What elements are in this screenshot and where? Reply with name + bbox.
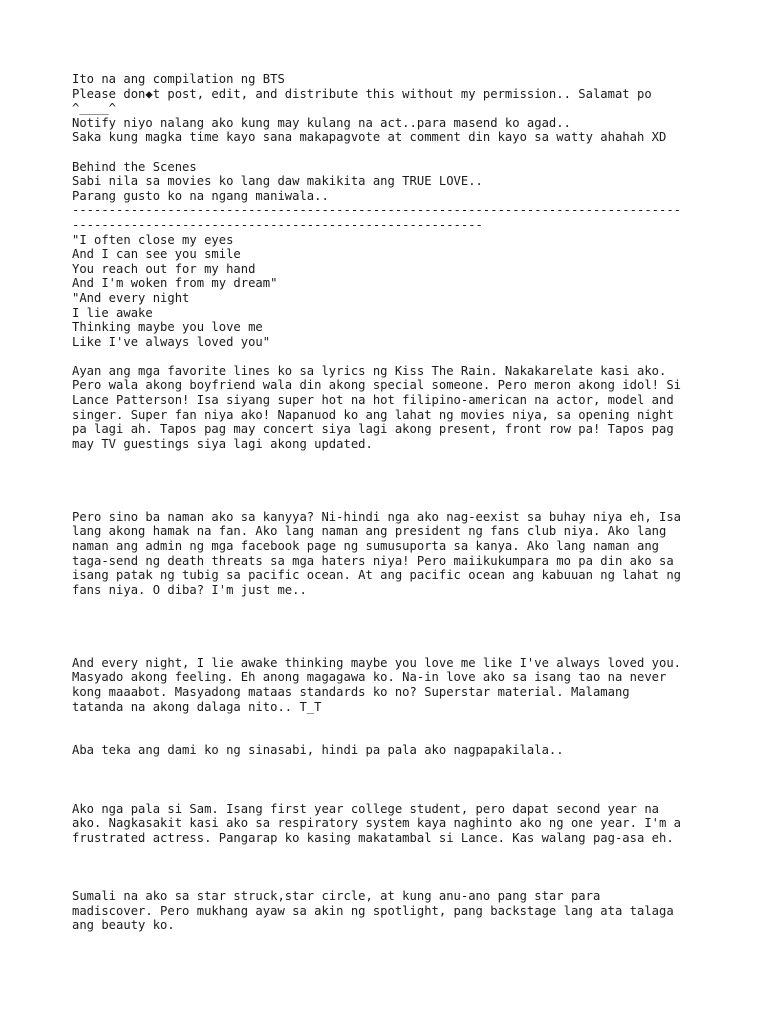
intro-line: Saka kung magka time kayo sana makapagvote at comment din kayo sa watty ahahah XD — [72, 130, 667, 145]
paragraph-line: singer. Super fan niya ako! Napanuod ko ang lahat ng movies niya, sa opening night — [72, 407, 674, 422]
paragraph-line: may TV guestings siya lagi akong updated. — [72, 436, 373, 451]
paragraph-line: pa lagi ah. Tapos pag may concert siya lagi akong present, front row pa! Tapos pag — [72, 422, 674, 437]
divider-line: ----------------------------------------------------------------------------------- — [72, 203, 682, 218]
paragraph-line: And every night, I lie awake thinking maybe you love me like I've always loved you. — [72, 655, 682, 670]
spacer — [72, 466, 712, 495]
paragraph-4 — [72, 743, 712, 758]
paragraph-line: kong maaabot. Masyadong mataas standards ko no? Superstar material. Malamang — [72, 684, 630, 699]
intro-block — [72, 72, 712, 145]
paragraph-line: Masyado akong feeling. Eh anong magagawa ko. Na-in love ako sa isang tao na never — [72, 670, 667, 685]
paragraph-1 — [72, 364, 712, 452]
spacer — [72, 758, 712, 802]
spacer — [72, 597, 712, 641]
paragraph-line: isang patak ng tubig sa pacific ocean. At ang pacific ocean ang kabuuan ng lahat ng — [72, 568, 682, 583]
paragraph-line: madiscover. Pero mukhang ayaw sa akin ng spotlight, pang backstage lang ata talaga — [72, 903, 674, 918]
paragraph-line: tatanda na akong dalaga nito.. T_T — [72, 699, 322, 714]
paragraph-3 — [72, 656, 712, 714]
divider — [72, 203, 712, 232]
lyric-line: And I'm woken from my dream" — [72, 276, 278, 291]
paragraph-line: fans niya. O diba? I'm just me.. — [72, 582, 307, 597]
spacer — [72, 451, 712, 466]
lyric-line: You reach out for my hand — [72, 261, 256, 276]
intro-line: ^____^ — [72, 101, 117, 116]
lyric-line: I lie awake — [72, 305, 153, 320]
paragraph-line: taga-send ng death threats sa mga haters niya! Pero maiikukumpara mo pa din ako sa — [72, 553, 674, 568]
divider-line: -------------------------------------------------------- — [72, 217, 483, 232]
paragraph-line: naman ang admin ng mga facebook page ng sumusuporta sa kanya. Ako lang naman ang — [72, 539, 659, 553]
spacer — [72, 145, 712, 160]
paragraph-5 — [72, 802, 712, 846]
paragraph-line: lang akong hamak na fan. Ako lang naman ang president ng fans club niya. Ako lang — [72, 524, 667, 539]
lyric-line: Thinking maybe you love me — [72, 320, 263, 335]
intro-line: Notify niyo nalang ako kung may kulang na act..para masend ko agad.. — [72, 115, 571, 130]
paragraph-line: Aba teka ang dami ko ng sinasabi, hindi pa pala ako nagpapakilala.. — [72, 743, 564, 758]
lyric-line: "And every night — [72, 290, 190, 305]
spacer — [72, 495, 712, 510]
lyric-line: "I often close my eyes — [72, 232, 234, 247]
header-block — [72, 160, 712, 204]
paragraph-line: ako. Nagkasakit kasi ako sa respiratory system kaya naghinto ako ng one year. I'm a — [72, 816, 682, 831]
lyrics-block — [72, 233, 712, 350]
lyric-line: And I can see you smile — [72, 247, 241, 262]
paragraph-line: Ayan ang mga favorite lines ko sa lyrics ng Kiss The Rain. Nakakarelate kasi ako. — [72, 363, 667, 378]
header-line: Parang gusto ko na ngang maniwala.. — [72, 188, 329, 203]
paragraph-line: frustrated actress. Pangarap ko kasing makatambal si Lance. Kas walang pag-asa eh. — [72, 830, 674, 845]
spacer — [72, 714, 712, 743]
paragraph-line: Pero sino ba naman ako sa kanyya? Ni-hindi nga ako nag-eexist sa buhay niya eh, Isa — [72, 509, 682, 524]
paragraph-line: Sumali na ako sa star struck,star circle, at kung anu-ano pang star para — [72, 889, 601, 904]
intro-line: Ito na ang compilation ng BTS — [72, 72, 285, 86]
paragraph-line: ang beauty ko. — [72, 918, 175, 933]
intro-line: Please don◆t post, edit, and distribute this without my permission.. Salamat po — [72, 86, 652, 101]
paragraph-line: Ako nga pala si Sam. Isang first year college student, pero dapat second year na — [72, 801, 659, 816]
paragraph-2 — [72, 510, 712, 598]
lyric-line: Like I've always loved you" — [72, 334, 271, 349]
spacer — [72, 846, 712, 890]
paragraph-line: Pero wala akong boyfriend wala din akong special someone. Pero meron akong idol! Si — [72, 378, 682, 393]
chapter-title: Behind the Scenes — [72, 159, 197, 174]
paragraph-line: Lance Patterson! Isa siyang super hot na hot filipino-american na actor, model and — [72, 393, 674, 408]
document-page — [72, 72, 712, 933]
spacer — [72, 349, 712, 364]
spacer — [72, 641, 712, 656]
header-line: Sabi nila sa movies ko lang daw makikita ang TRUE LOVE.. — [72, 174, 483, 189]
paragraph-6 — [72, 889, 712, 933]
